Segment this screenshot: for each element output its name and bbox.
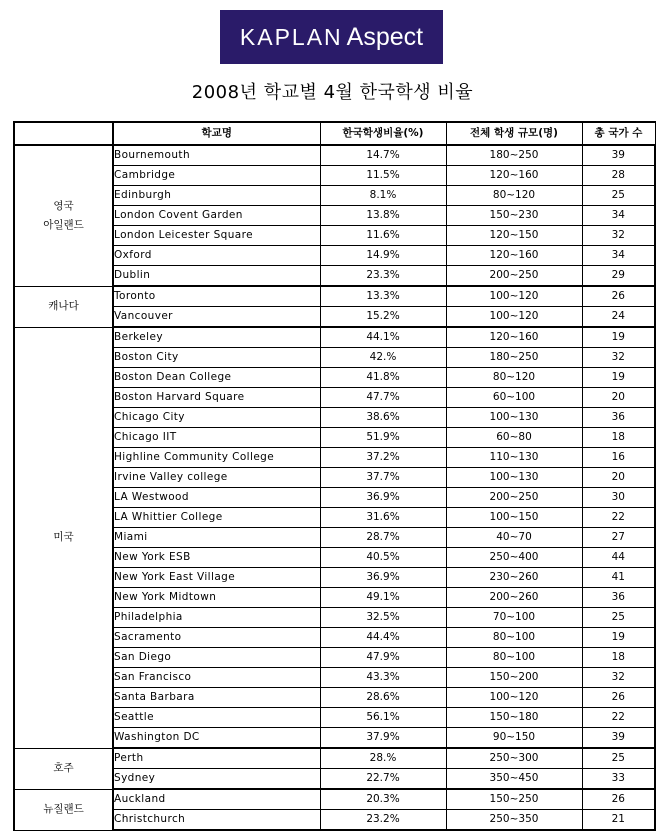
- student-size-cell: 120~160: [446, 166, 582, 186]
- korean-ratio-cell: 37.9%: [320, 728, 446, 749]
- country-count-cell: 36: [582, 408, 655, 428]
- student-size-cell: 250~300: [446, 748, 582, 769]
- korean-ratio-cell: 43.3%: [320, 668, 446, 688]
- country-count-cell: 36: [582, 588, 655, 608]
- school-name-cell: Bournemouth: [113, 145, 320, 166]
- country-count-cell: 44: [582, 548, 655, 568]
- student-size-cell: 150~250: [446, 789, 582, 810]
- korean-ratio-cell: 31.6%: [320, 508, 446, 528]
- school-name-cell: Chicago City: [113, 408, 320, 428]
- country-count-cell: 20: [582, 468, 655, 488]
- student-size-cell: 100~120: [446, 307, 582, 328]
- student-size-cell: 100~150: [446, 508, 582, 528]
- country-count-cell: 32: [582, 348, 655, 368]
- region-cell: 호주: [14, 748, 113, 789]
- header-ratio: 한국학생비율(%): [320, 122, 446, 145]
- header-region: [14, 122, 113, 145]
- korean-ratio-cell: 28.6%: [320, 688, 446, 708]
- korean-ratio-cell: 41.8%: [320, 368, 446, 388]
- school-name-cell: LA Westwood: [113, 488, 320, 508]
- table-row: [14, 748, 655, 769]
- table-row: [14, 327, 655, 348]
- korean-ratio-cell: 11.5%: [320, 166, 446, 186]
- school-name-cell: Sydney: [113, 769, 320, 790]
- school-name-cell: New York Midtown: [113, 588, 320, 608]
- header-countries: 총 국가 수: [582, 122, 655, 145]
- kaplan-aspect-logo: [220, 10, 443, 64]
- student-size-cell: 100~120: [446, 286, 582, 307]
- school-name-cell: LA Whittier College: [113, 508, 320, 528]
- country-count-cell: 22: [582, 508, 655, 528]
- school-name-cell: Chicago IIT: [113, 428, 320, 448]
- country-count-cell: 21: [582, 810, 655, 831]
- school-name-cell: Oxford: [113, 246, 320, 266]
- korean-ratio-cell: 22.7%: [320, 769, 446, 790]
- country-count-cell: 34: [582, 206, 655, 226]
- country-count-cell: 26: [582, 789, 655, 810]
- region-cell: 미국: [14, 327, 113, 748]
- table-header-row: [14, 122, 655, 145]
- korean-ratio-cell: 36.9%: [320, 488, 446, 508]
- korean-ratio-cell: 51.9%: [320, 428, 446, 448]
- school-name-cell: Dublin: [113, 266, 320, 287]
- table-row: [14, 145, 655, 166]
- student-size-cell: 110~130: [446, 448, 582, 468]
- country-count-cell: 25: [582, 748, 655, 769]
- country-count-cell: 34: [582, 246, 655, 266]
- country-count-cell: 22: [582, 708, 655, 728]
- student-size-cell: 120~150: [446, 226, 582, 246]
- school-name-cell: Seattle: [113, 708, 320, 728]
- country-count-cell: 30: [582, 488, 655, 508]
- korean-ratio-cell: 8.1%: [320, 186, 446, 206]
- table-row: [14, 286, 655, 307]
- header-school: 학교명: [113, 122, 320, 145]
- student-size-cell: 90~150: [446, 728, 582, 749]
- student-size-cell: 200~250: [446, 266, 582, 287]
- country-count-cell: 19: [582, 327, 655, 348]
- korean-ratio-cell: 37.2%: [320, 448, 446, 468]
- region-cell: 뉴질랜드: [14, 789, 113, 830]
- table-body: [14, 145, 655, 830]
- student-size-cell: 180~250: [446, 145, 582, 166]
- student-size-cell: 100~130: [446, 468, 582, 488]
- school-name-cell: Edinburgh: [113, 186, 320, 206]
- student-size-cell: 40~70: [446, 528, 582, 548]
- korean-ratio-cell: 32.5%: [320, 608, 446, 628]
- logo-brand: KAPLAN: [239, 23, 343, 50]
- school-name-cell: Irvine Valley college: [113, 468, 320, 488]
- country-count-cell: 26: [582, 688, 655, 708]
- school-name-cell: Vancouver: [113, 307, 320, 328]
- korean-ratio-cell: 14.9%: [320, 246, 446, 266]
- korean-ratio-cell: 47.7%: [320, 388, 446, 408]
- country-count-cell: 18: [582, 648, 655, 668]
- school-name-cell: Cambridge: [113, 166, 320, 186]
- country-count-cell: 26: [582, 286, 655, 307]
- student-size-cell: 200~250: [446, 488, 582, 508]
- korean-ratio-cell: 11.6%: [320, 226, 446, 246]
- page-title: 2008년 학교별 4월 한국학생 비율: [191, 82, 474, 103]
- country-count-cell: 18: [582, 428, 655, 448]
- region-cell: 영국 아일랜드: [14, 145, 113, 286]
- country-count-cell: 16: [582, 448, 655, 468]
- student-size-cell: 350~450: [446, 769, 582, 790]
- korean-ratio-cell: 44.4%: [320, 628, 446, 648]
- korean-ratio-cell: 40.5%: [320, 548, 446, 568]
- school-name-cell: Auckland: [113, 789, 320, 810]
- student-size-cell: 80~120: [446, 368, 582, 388]
- korean-ratio-cell: 13.3%: [320, 286, 446, 307]
- school-name-cell: Toronto: [113, 286, 320, 307]
- korean-ratio-cell: 36.9%: [320, 568, 446, 588]
- korean-ratio-cell: 49.1%: [320, 588, 446, 608]
- country-count-cell: 39: [582, 728, 655, 749]
- school-name-cell: Miami: [113, 528, 320, 548]
- student-size-cell: 100~130: [446, 408, 582, 428]
- korean-ratio-cell: 42.%: [320, 348, 446, 368]
- student-size-cell: 250~350: [446, 810, 582, 831]
- student-size-cell: 80~120: [446, 186, 582, 206]
- korean-ratio-cell: 47.9%: [320, 648, 446, 668]
- student-size-cell: 100~120: [446, 688, 582, 708]
- student-size-cell: 250~400: [446, 548, 582, 568]
- student-size-cell: 200~260: [446, 588, 582, 608]
- student-size-cell: 60~100: [446, 388, 582, 408]
- korean-ratio-cell: 56.1%: [320, 708, 446, 728]
- student-size-cell: 80~100: [446, 648, 582, 668]
- school-name-cell: Boston City: [113, 348, 320, 368]
- country-count-cell: 25: [582, 186, 655, 206]
- school-ratio-table: [13, 121, 656, 831]
- student-size-cell: 180~250: [446, 348, 582, 368]
- school-name-cell: San Francisco: [113, 668, 320, 688]
- school-name-cell: New York East Village: [113, 568, 320, 588]
- korean-ratio-cell: 38.6%: [320, 408, 446, 428]
- country-count-cell: 41: [582, 568, 655, 588]
- student-size-cell: 150~200: [446, 668, 582, 688]
- region-cell: 캐나다: [14, 286, 113, 327]
- student-size-cell: 120~160: [446, 246, 582, 266]
- country-count-cell: 33: [582, 769, 655, 790]
- school-name-cell: Perth: [113, 748, 320, 769]
- table-row: [14, 789, 655, 810]
- korean-ratio-cell: 37.7%: [320, 468, 446, 488]
- country-count-cell: 32: [582, 226, 655, 246]
- korean-ratio-cell: 14.7%: [320, 145, 446, 166]
- school-name-cell: Philadelphia: [113, 608, 320, 628]
- logo-sub: Aspect: [346, 22, 424, 51]
- student-size-cell: 120~160: [446, 327, 582, 348]
- header-size: 전체 학생 규모(명): [446, 122, 582, 145]
- country-count-cell: 19: [582, 628, 655, 648]
- country-count-cell: 29: [582, 266, 655, 287]
- korean-ratio-cell: 13.8%: [320, 206, 446, 226]
- country-count-cell: 27: [582, 528, 655, 548]
- korean-ratio-cell: 28.7%: [320, 528, 446, 548]
- school-name-cell: London Leicester Square: [113, 226, 320, 246]
- student-size-cell: 150~230: [446, 206, 582, 226]
- school-name-cell: London Covent Garden: [113, 206, 320, 226]
- school-name-cell: Boston Dean College: [113, 368, 320, 388]
- country-count-cell: 32: [582, 668, 655, 688]
- korean-ratio-cell: 44.1%: [320, 327, 446, 348]
- school-name-cell: Boston Harvard Square: [113, 388, 320, 408]
- school-name-cell: New York ESB: [113, 548, 320, 568]
- student-size-cell: 70~100: [446, 608, 582, 628]
- student-size-cell: 150~180: [446, 708, 582, 728]
- student-size-cell: 80~100: [446, 628, 582, 648]
- korean-ratio-cell: 28.%: [320, 748, 446, 769]
- school-name-cell: Berkeley: [113, 327, 320, 348]
- country-count-cell: 28: [582, 166, 655, 186]
- student-size-cell: 230~260: [446, 568, 582, 588]
- korean-ratio-cell: 20.3%: [320, 789, 446, 810]
- student-size-cell: 60~80: [446, 428, 582, 448]
- country-count-cell: 20: [582, 388, 655, 408]
- korean-ratio-cell: 23.2%: [320, 810, 446, 831]
- country-count-cell: 25: [582, 608, 655, 628]
- school-name-cell: Christchurch: [113, 810, 320, 831]
- country-count-cell: 19: [582, 368, 655, 388]
- country-count-cell: 24: [582, 307, 655, 328]
- school-name-cell: Washington DC: [113, 728, 320, 749]
- school-name-cell: San Diego: [113, 648, 320, 668]
- school-name-cell: Santa Barbara: [113, 688, 320, 708]
- korean-ratio-cell: 15.2%: [320, 307, 446, 328]
- korean-ratio-cell: 23.3%: [320, 266, 446, 287]
- school-name-cell: Highline Community College: [113, 448, 320, 468]
- country-count-cell: 39: [582, 145, 655, 166]
- school-name-cell: Sacramento: [113, 628, 320, 648]
